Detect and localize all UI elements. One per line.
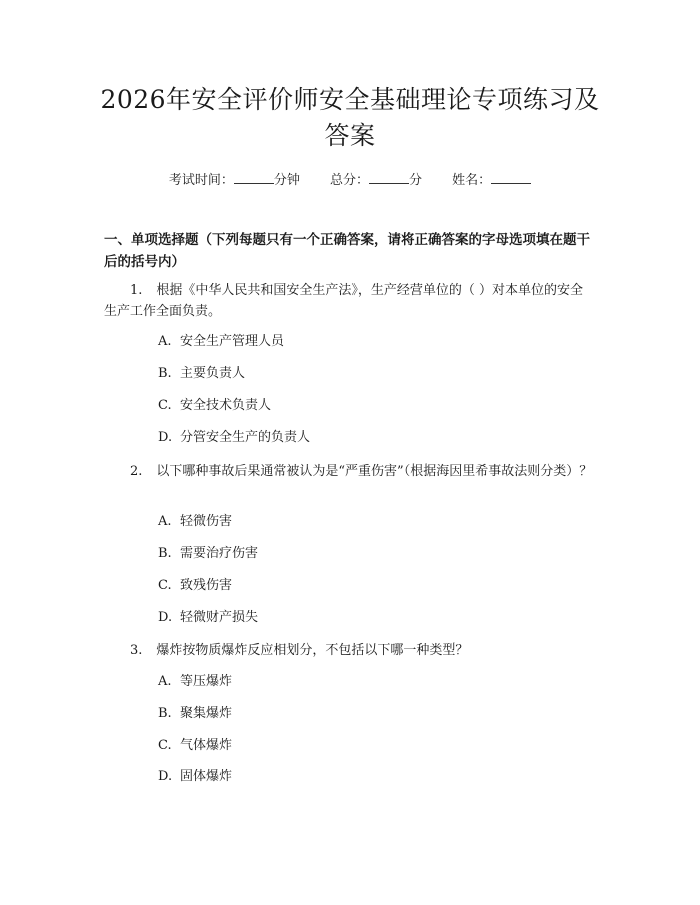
option-text: 轻微财产损失: [180, 610, 259, 625]
question-text: 根据《中华人民共和国安全生产法》，生产经营单位的（ ）对本单位的安全生产工作全面负责。: [104, 283, 584, 319]
total-score-label: 总分：: [329, 173, 369, 188]
question-text: 爆炸按物质爆炸反应相划分，不包括以下哪一种类型？: [156, 643, 469, 658]
option-letter: A.: [158, 514, 172, 529]
option-letter: C.: [158, 578, 172, 593]
option-letter: B.: [158, 366, 172, 381]
question-number: 1.: [130, 283, 143, 298]
question-2-option-c: [158, 577, 232, 595]
option-letter: B.: [158, 546, 172, 561]
option-text: 主要负责人: [180, 366, 246, 381]
total-score-field: [330, 169, 422, 190]
option-letter: B.: [158, 706, 172, 721]
question-3-option-b: [158, 705, 232, 723]
option-text: 轻微伤害: [180, 514, 233, 529]
question-text: 以下哪种事故后果通常被认为是“严重伤害”（根据海因里希事故法则分类）？: [156, 464, 593, 479]
option-letter: D.: [158, 610, 173, 625]
option-letter: D.: [158, 430, 173, 445]
question-3: [104, 640, 596, 661]
option-text: 气体爆炸: [180, 738, 233, 753]
option-letter: A.: [158, 334, 172, 349]
option-text: 安全技术负责人: [180, 398, 272, 413]
option-letter: C.: [158, 398, 172, 413]
question-3-option-c: [158, 737, 232, 755]
exam-info-line: [0, 169, 700, 190]
exam-time-label: 考试时间：: [168, 173, 234, 188]
question-2-option-d: [158, 609, 258, 627]
question-1-option-b: [158, 365, 245, 383]
name-field: [452, 169, 531, 190]
page-title: 2026年安全评价师安全基础理论专项练习及答案: [100, 85, 600, 150]
exam-time-field: [169, 169, 300, 190]
option-text: 聚集爆炸: [180, 706, 233, 721]
option-text: 需要治疗伤害: [180, 546, 259, 561]
section-header: 一、单项选择题（下列每题只有一个正确答案，请将正确答案的字母选项填在题干后的括号内）: [104, 232, 590, 270]
exam-time-blank: [234, 169, 274, 184]
question-3-option-d: [158, 768, 232, 786]
question-number: 3.: [130, 643, 143, 658]
option-letter: A.: [158, 674, 172, 689]
option-text: 致残伤害: [180, 578, 233, 593]
question-1: [104, 280, 596, 322]
question-2-option-a: [158, 513, 232, 531]
total-score-unit: 分: [409, 173, 423, 188]
option-text: 安全生产管理人员: [180, 334, 285, 349]
name-label: 姓名：: [452, 173, 492, 188]
option-letter: D.: [158, 769, 173, 784]
question-1-option-d: [158, 429, 310, 447]
question-1-option-c: [158, 397, 271, 415]
name-blank: [491, 169, 531, 184]
option-letter: C.: [158, 738, 172, 753]
question-3-option-a: [158, 673, 232, 691]
exam-time-unit: 分钟: [273, 173, 300, 188]
question-1-option-a: [158, 333, 284, 351]
question-2: [104, 461, 596, 482]
total-score-blank: [369, 169, 409, 184]
question-number: 2.: [130, 464, 143, 479]
option-text: 等压爆炸: [180, 674, 233, 689]
question-2-option-b: [158, 545, 258, 563]
option-text: 固体爆炸: [180, 769, 233, 784]
option-text: 分管安全生产的负责人: [180, 430, 311, 445]
